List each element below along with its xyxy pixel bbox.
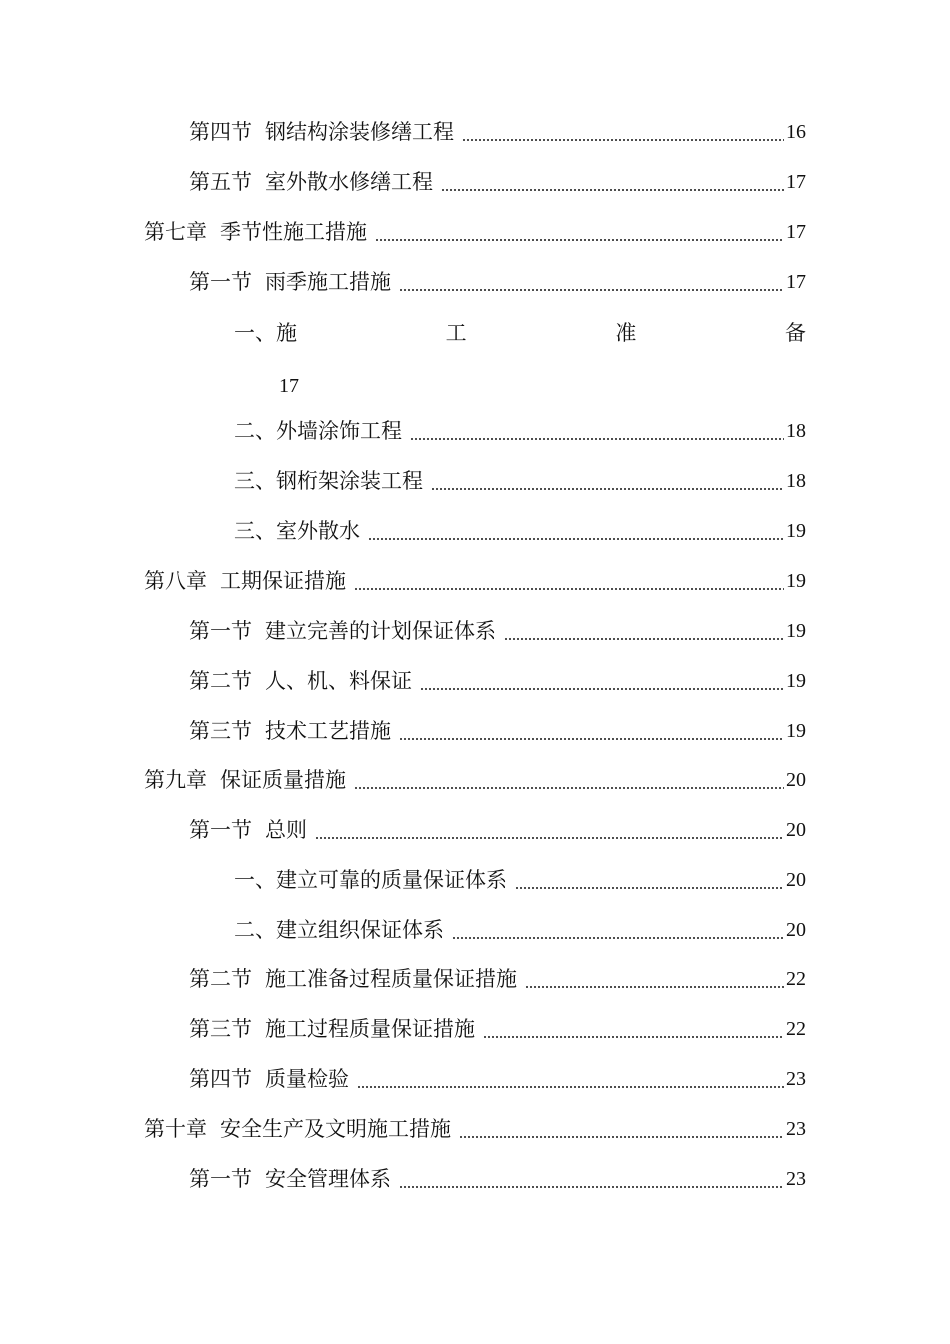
dot-leader <box>452 915 784 945</box>
toc-entry-title: 三、室外散水 <box>234 519 360 543</box>
toc-entry-page: 19 <box>786 720 806 742</box>
toc-entry-page: 17 <box>786 271 806 293</box>
toc-entry[interactable] <box>189 716 806 746</box>
toc-entry[interactable] <box>189 267 806 297</box>
toc-entry-number: 第一节 <box>189 818 252 842</box>
toc-entry[interactable] <box>189 1064 806 1094</box>
dot-leader <box>399 267 784 297</box>
toc-entry-sub[interactable] <box>234 416 806 446</box>
toc-entry-title: 施工过程质量保证措施 <box>265 1017 475 1041</box>
toc-entry-page: 20 <box>786 869 806 891</box>
toc-entry-title-part: 备 <box>784 321 806 345</box>
toc-entry-justified[interactable] <box>234 318 806 348</box>
toc-entry-number: 第一节 <box>189 619 252 643</box>
toc-entry-title: 二、外墙涂饰工程 <box>234 419 402 443</box>
dot-leader <box>431 466 784 496</box>
toc-entry[interactable] <box>189 117 806 147</box>
toc-entry-title: 技术工艺措施 <box>265 719 391 743</box>
dot-leader <box>462 117 784 147</box>
toc-entry-title-part: 准 <box>615 321 637 345</box>
toc-entry[interactable] <box>189 1014 806 1044</box>
toc-entry-page: 22 <box>786 1018 806 1040</box>
toc-entry-number: 第十章 <box>144 1117 207 1141</box>
toc-entry-title: 三、钢桁架涂装工程 <box>234 469 423 493</box>
toc-entry-chapter[interactable] <box>144 566 806 596</box>
dot-leader <box>354 566 784 596</box>
toc-entry[interactable] <box>189 616 806 646</box>
toc-entry-title-part: 工 <box>445 321 467 345</box>
dot-leader <box>504 616 784 646</box>
toc-entry-title: 安全管理体系 <box>265 1167 391 1191</box>
dot-leader <box>525 964 784 994</box>
toc-entry-page: 23 <box>786 1068 806 1090</box>
toc-entry-number: 第五节 <box>189 170 252 194</box>
dot-leader <box>483 1014 784 1044</box>
toc-entry-number: 第七章 <box>144 220 207 244</box>
toc-entry-number: 第四节 <box>189 120 252 144</box>
dot-leader <box>459 1114 784 1144</box>
dot-leader <box>357 1064 784 1094</box>
dot-leader <box>410 416 784 446</box>
toc-entry-title: 室外散水修缮工程 <box>265 170 433 194</box>
toc-entry-title: 雨季施工措施 <box>265 270 391 294</box>
toc-entry-page: 22 <box>786 968 806 990</box>
dot-leader <box>368 516 784 546</box>
toc-entry[interactable] <box>189 964 806 994</box>
toc-entry-page: 20 <box>786 769 806 791</box>
toc-entry-title: 工期保证措施 <box>220 569 346 593</box>
toc-entry-chapter[interactable] <box>144 217 806 247</box>
toc-entry-number: 第三节 <box>189 1017 252 1041</box>
toc-entry-title: 一、建立可靠的质量保证体系 <box>234 868 507 892</box>
toc-entry-sub[interactable] <box>234 865 806 895</box>
dot-leader <box>399 1164 784 1194</box>
toc-entry-title: 总则 <box>265 818 307 842</box>
dot-leader <box>420 666 784 696</box>
toc-entry-page: 17 <box>786 171 806 193</box>
toc-entry-title: 人、机、料保证 <box>265 669 412 693</box>
toc-entry-title: 季节性施工措施 <box>220 220 367 244</box>
dot-leader <box>515 865 784 895</box>
toc-entry-number: 第二节 <box>189 967 252 991</box>
dot-leader <box>375 217 784 247</box>
toc-entry-page: 19 <box>786 520 806 542</box>
toc-entry-page: 17 <box>279 375 299 397</box>
toc-entry-page: 19 <box>786 670 806 692</box>
toc-entry-chapter[interactable] <box>144 765 806 795</box>
toc-entry-page: 19 <box>786 570 806 592</box>
dot-leader <box>354 765 784 795</box>
toc-entry-page: 16 <box>786 121 806 143</box>
toc-entry-title: 质量检验 <box>265 1067 349 1091</box>
toc-entry-number: 第九章 <box>144 768 207 792</box>
toc-entry[interactable] <box>189 815 806 845</box>
toc-entry[interactable] <box>189 1164 806 1194</box>
toc-entry-number: 第四节 <box>189 1067 252 1091</box>
toc-entry[interactable] <box>189 666 806 696</box>
toc-entry-title-part: 一、施 <box>234 321 297 345</box>
toc-entry[interactable] <box>189 167 806 197</box>
toc-entry-title: 安全生产及文明施工措施 <box>220 1117 451 1141</box>
toc-entry-page: 19 <box>786 620 806 642</box>
dot-leader <box>441 167 784 197</box>
toc-entry-chapter[interactable] <box>144 1114 806 1144</box>
toc-entry-page: 20 <box>786 819 806 841</box>
dot-leader <box>315 815 784 845</box>
toc-entry-sub[interactable] <box>234 915 806 945</box>
toc-entry-number: 第三节 <box>189 719 252 743</box>
toc-entry-number: 第二节 <box>189 669 252 693</box>
toc-entry-title: 二、建立组织保证体系 <box>234 918 444 942</box>
toc-entry-page: 23 <box>786 1118 806 1140</box>
toc-entry-title: 钢结构涂装修缮工程 <box>265 120 454 144</box>
toc-entry-number: 第一节 <box>189 1167 252 1191</box>
toc-entry-number: 第一节 <box>189 270 252 294</box>
toc-entry-page: 18 <box>786 470 806 492</box>
toc-entry-page: 18 <box>786 420 806 442</box>
toc-entry-page: 17 <box>786 221 806 243</box>
toc-entry-number: 第八章 <box>144 569 207 593</box>
toc-entry-title: 建立完善的计划保证体系 <box>265 619 496 643</box>
dot-leader <box>399 716 784 746</box>
toc-entry-title: 保证质量措施 <box>220 768 346 792</box>
toc-entry-sub[interactable] <box>234 516 806 546</box>
toc-entry-page: 20 <box>786 919 806 941</box>
toc-entry-sub[interactable] <box>234 466 806 496</box>
toc-entry-title: 施工准备过程质量保证措施 <box>265 967 517 991</box>
toc-entry-page: 23 <box>786 1168 806 1190</box>
